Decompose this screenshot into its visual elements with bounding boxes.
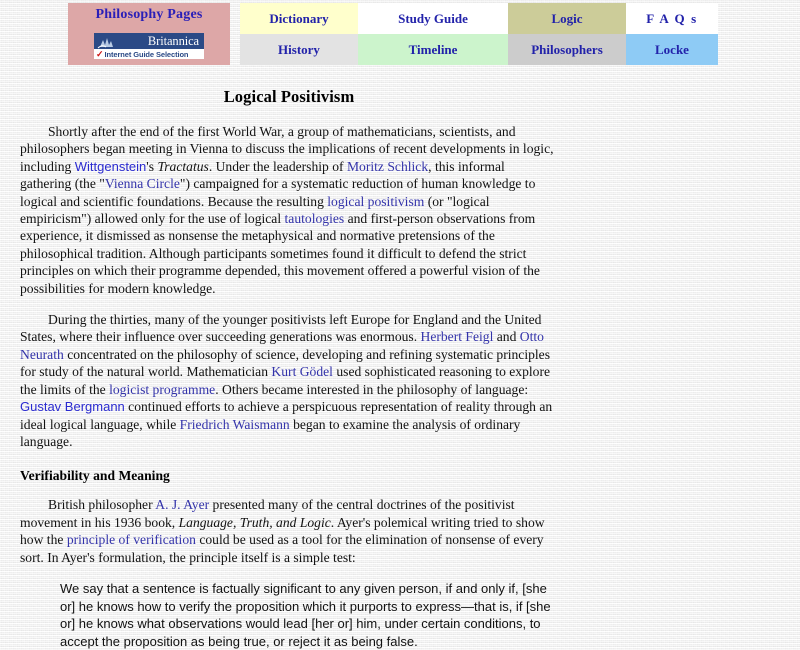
nav-button-locke[interactable] bbox=[626, 34, 718, 65]
para1-text-4: , this informal gathering (the " bbox=[20, 158, 505, 192]
link-otto-neurath[interactable]: Otto Neurath bbox=[20, 329, 544, 362]
para3-text-1: British philosopher bbox=[48, 497, 156, 513]
nav-label-faqs: F A Q s bbox=[646, 11, 698, 26]
para3-text-2: presented many of the central doctrines of the positivist movement in his 1936 book, bbox=[20, 497, 515, 530]
nav-label-history: History bbox=[278, 42, 320, 57]
title-tractatus: Tractatus bbox=[157, 158, 209, 174]
ayer-verification-quote: We say that a sentence is factually significant to any given person, if and only if, [she or] he knows how to verify the proposition which it purports to express—that is, if [she or] he knows what observations would lead [her or] him, under certain conditions, to accept the proposition as being true, or reject it as being false. bbox=[60, 580, 551, 649]
para1-text-5: ") campaigned for a systematic reduction of human knowledge to logical and scientific foundations. Because the resulting bbox=[20, 176, 536, 209]
para2-text-6: continued efforts to achieve a perspicuous representation of reality through an ideal logical language, while bbox=[20, 399, 553, 432]
nav-label-dictionary: Dictionary bbox=[269, 11, 329, 26]
link-friedrich-waismann[interactable]: Friedrich Waismann bbox=[179, 416, 290, 432]
nav-label-locke: Locke bbox=[655, 42, 689, 57]
link-moritz-schlick[interactable]: Moritz Schlick bbox=[346, 158, 429, 174]
nav-button-faqs[interactable] bbox=[626, 3, 718, 34]
para1-text-7: and first-person observations from experience, it dismissed as nonsense the metaphysical and normative pretensions of the philosophical tradition. Although participants sometimes found it difficult to defend the strict principles on which their programme depended, this movement offered a powerful vision of the possibilities for modern knowledge. bbox=[20, 211, 540, 296]
page-title: Logical Positivism bbox=[223, 87, 355, 106]
nav-button-study-guide[interactable] bbox=[358, 3, 508, 34]
nav-label-logic: Logic bbox=[551, 11, 583, 26]
brand-cell bbox=[68, 3, 230, 65]
link-gustav-bergmann[interactable]: Gustav Bergmann bbox=[20, 399, 125, 415]
nav-button-philosophers[interactable] bbox=[508, 34, 626, 65]
nav-button-history[interactable] bbox=[240, 34, 358, 65]
para1-text-3: . Under the leadership of bbox=[208, 158, 347, 174]
para2-text-2: and bbox=[493, 329, 520, 345]
paragraph-thirties bbox=[20, 311, 558, 450]
para1-text-2: 's bbox=[146, 158, 158, 174]
para3-text-4: could be used as a tool for the elimination of nonsense of every sort. In Ayer's formulation, the principle itself is a simple test: bbox=[20, 532, 544, 565]
article-content bbox=[0, 87, 800, 650]
paragraph-intro bbox=[20, 123, 558, 297]
link-aj-ayer[interactable]: A. J. Ayer bbox=[155, 497, 210, 513]
nav-button-dictionary[interactable] bbox=[240, 3, 358, 34]
nav-button-timeline[interactable] bbox=[358, 34, 508, 65]
link-wittgenstein[interactable]: Wittgenstein bbox=[74, 158, 147, 174]
paragraph-ayer bbox=[20, 496, 558, 566]
link-logical-positivism[interactable]: logical positivism bbox=[327, 193, 425, 209]
link-logicist-programme[interactable]: logicist programme bbox=[109, 381, 216, 397]
nav-table bbox=[68, 3, 718, 65]
para3-text-3: . Ayer's polemical writing tried to show how the bbox=[20, 514, 545, 548]
britannica-wordmark: Britannica bbox=[147, 33, 199, 48]
britannica-logo[interactable] bbox=[94, 33, 204, 59]
link-vienna-circle[interactable]: Vienna Circle bbox=[104, 176, 180, 192]
link-tautologies[interactable]: tautologies bbox=[284, 211, 345, 227]
link-kurt-godel[interactable]: Kurt Gödel bbox=[271, 364, 333, 380]
britannica-tagline: Internet Guide Selection bbox=[104, 49, 189, 59]
title-language-truth-and-logic: Language, Truth, and Logic bbox=[178, 514, 331, 530]
nav-label-timeline: Timeline bbox=[408, 42, 458, 57]
nav-label-philosophers: Philosophers bbox=[531, 42, 603, 57]
nav-label-study-guide: Study Guide bbox=[398, 11, 468, 26]
para2-text-3: concentrated on the philosophy of science, developing and refining systematic principles for study of the natural world. Mathematician bbox=[20, 346, 551, 380]
section-heading-verifiability: Verifiability and Meaning bbox=[20, 468, 170, 484]
link-principle-of-verification[interactable]: principle of verification bbox=[66, 532, 196, 548]
britannica-logo-bar bbox=[94, 33, 204, 49]
britannica-tagline-row bbox=[94, 49, 204, 59]
site-title-link[interactable]: Philosophy Pages bbox=[95, 7, 203, 22]
para2-text-1: During the thirties, many of the younger positivists left Europe for England and the United States, where their influence over succeeding generations was enormous. bbox=[20, 312, 542, 345]
site-navigation bbox=[0, 0, 800, 65]
britannica-badge[interactable] bbox=[68, 27, 230, 65]
nav-spacer bbox=[230, 3, 240, 65]
nav-button-logic[interactable] bbox=[508, 3, 626, 34]
para2-text-7: began to examine the analysis of ordinary language. bbox=[20, 416, 521, 449]
para1-text-6: (or "logical empiricism") allowed only for the use of logical bbox=[20, 193, 490, 227]
para2-text-5: . Others became interested in the philosophy of language: bbox=[215, 381, 529, 397]
para1-text-1: Shortly after the end of the first World War, a group of mathematicians, scientists, and philosophers began meeting in Vienna to discuss the implications of recent developments in logic, including bbox=[20, 124, 554, 174]
checkmark-icon: ✓ bbox=[96, 48, 104, 59]
link-herbert-feigl[interactable]: Herbert Feigl bbox=[420, 329, 494, 345]
para2-text-4: used sophisticated reasoning to explore the limits of the bbox=[20, 364, 551, 397]
britannica-thistle-icon bbox=[97, 35, 117, 48]
